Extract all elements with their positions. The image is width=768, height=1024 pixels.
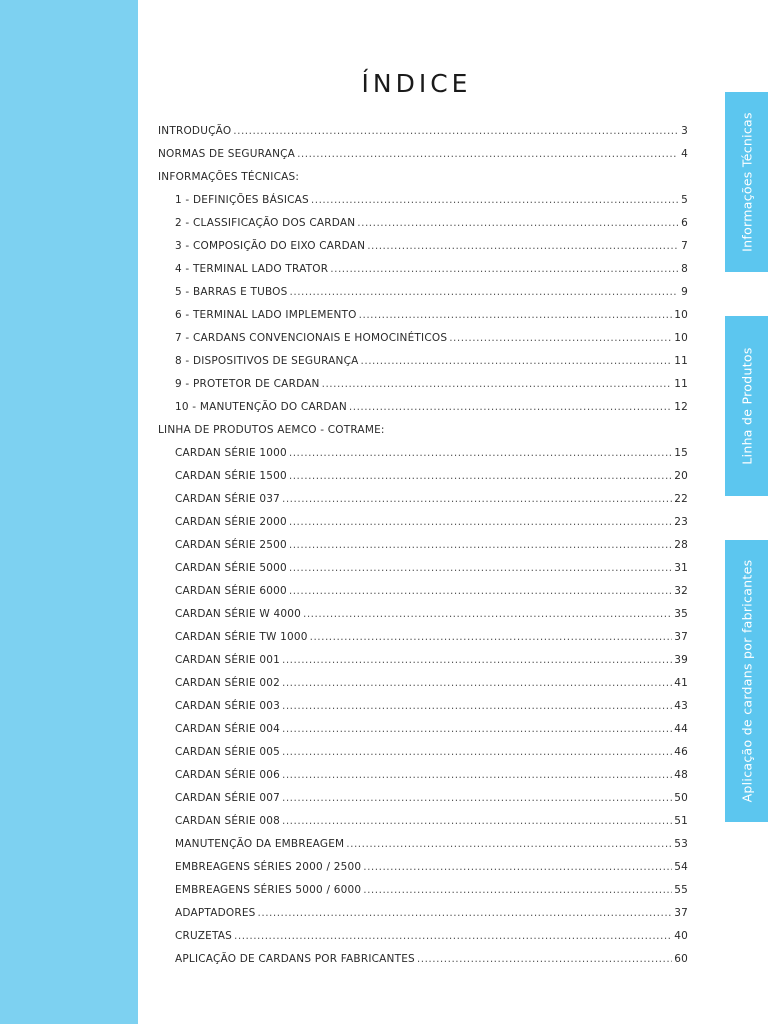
toc-entry-label: CARDAN SÉRIE 003 xyxy=(175,700,280,712)
toc-entry[interactable] xyxy=(158,488,688,511)
tab-label: Aplicação de cardans por fabricantes xyxy=(739,559,754,803)
toc-entry[interactable] xyxy=(158,603,688,626)
dot-leader xyxy=(289,580,672,603)
dot-leader xyxy=(363,856,672,879)
toc-entry[interactable] xyxy=(158,235,688,258)
toc-entry[interactable] xyxy=(158,120,688,143)
dot-leader xyxy=(282,695,672,718)
tab-label: Informações Técnicas xyxy=(739,112,754,252)
toc-entry-page-number: 10 xyxy=(674,309,688,321)
toc-entry-page-number: 37 xyxy=(674,631,688,643)
toc-entry-page-number: 50 xyxy=(674,792,688,804)
tab-aplicacao-por-fabricantes[interactable] xyxy=(725,540,768,822)
tab-linha-de-produtos[interactable] xyxy=(725,316,768,496)
dot-leader xyxy=(234,925,672,948)
toc-entry-label: CARDAN SÉRIE 1500 xyxy=(175,470,287,482)
toc-entry-label: 6 - TERMINAL LADO IMPLEMENTO xyxy=(175,309,357,321)
tab-informacoes-tecnicas[interactable] xyxy=(725,92,768,272)
toc-entry[interactable] xyxy=(158,649,688,672)
toc-entry[interactable] xyxy=(158,166,688,189)
toc-entry[interactable] xyxy=(158,695,688,718)
toc-entry[interactable] xyxy=(158,925,688,948)
dot-leader xyxy=(330,258,678,281)
tab-label: Linha de Produtos xyxy=(739,347,754,465)
toc-entry[interactable] xyxy=(158,833,688,856)
toc-entry[interactable] xyxy=(158,580,688,603)
toc-entry[interactable] xyxy=(158,304,688,327)
dot-leader xyxy=(282,787,672,810)
toc-entry-label: CARDAN SÉRIE 1000 xyxy=(175,447,287,459)
toc-entry-page-number: 55 xyxy=(674,884,688,896)
toc-entry-label: LINHA DE PRODUTOS AEMCO - COTRAME: xyxy=(158,424,385,436)
dot-leader xyxy=(303,603,672,626)
toc-entry-page-number: 3 xyxy=(681,125,688,137)
dot-leader xyxy=(233,120,678,143)
toc-entry[interactable] xyxy=(158,741,688,764)
toc-entry[interactable] xyxy=(158,787,688,810)
toc-entry-label: CARDAN SÉRIE 008 xyxy=(175,815,280,827)
toc-entry-page-number: 51 xyxy=(674,815,688,827)
dot-leader xyxy=(361,350,673,373)
toc-entry-page-number: 48 xyxy=(674,769,688,781)
toc-entry[interactable] xyxy=(158,327,688,350)
toc-entry-page-number: 9 xyxy=(681,286,688,298)
toc-entry-label: EMBREAGENS SÉRIES 5000 / 6000 xyxy=(175,884,362,896)
dot-leader xyxy=(289,534,672,557)
toc-entry[interactable] xyxy=(158,879,688,902)
toc-entry[interactable] xyxy=(158,189,688,212)
toc-entry-label: 1 - DEFINIÇÕES BÁSICAS xyxy=(175,194,309,206)
toc-entry-page-number: 54 xyxy=(674,861,688,873)
dot-leader xyxy=(367,235,678,258)
toc-entry[interactable] xyxy=(158,810,688,833)
toc-entry-page-number: 32 xyxy=(674,585,688,597)
toc-entry-page-number: 46 xyxy=(674,746,688,758)
dot-leader xyxy=(359,304,673,327)
toc-entry[interactable] xyxy=(158,718,688,741)
toc-entry-page-number: 11 xyxy=(674,378,688,390)
toc-entry[interactable] xyxy=(158,764,688,787)
dot-leader xyxy=(289,557,672,580)
toc-entry-label: 5 - BARRAS E TUBOS xyxy=(175,286,288,298)
toc-entry[interactable] xyxy=(158,143,688,166)
toc-entry[interactable] xyxy=(158,534,688,557)
dot-leader xyxy=(282,488,672,511)
toc-entry-label: CARDAN SÉRIE 004 xyxy=(175,723,280,735)
dot-leader xyxy=(282,810,672,833)
toc-entry-page-number: 37 xyxy=(674,907,688,919)
dot-leader xyxy=(282,718,672,741)
toc-entry-label: 4 - TERMINAL LADO TRATOR xyxy=(175,263,329,275)
toc-entry-page-number: 43 xyxy=(674,700,688,712)
toc-entry-label: APLICAÇÃO DE CARDANS POR FABRICANTES xyxy=(175,953,415,965)
toc-entry-label: INFORMAÇÕES TÉCNICAS: xyxy=(158,171,300,183)
toc-entry[interactable] xyxy=(158,373,688,396)
toc-entry[interactable] xyxy=(158,856,688,879)
toc-entry-page-number: 8 xyxy=(681,263,688,275)
toc-entry-label: CARDAN SÉRIE 037 xyxy=(175,493,280,505)
dot-leader xyxy=(258,902,673,925)
dot-leader xyxy=(282,741,672,764)
toc-entry-label: CARDAN SÉRIE 002 xyxy=(175,677,280,689)
toc-entry[interactable] xyxy=(158,511,688,534)
toc-entry-page-number: 23 xyxy=(674,516,688,528)
toc-entry-label: CARDAN SÉRIE 005 xyxy=(175,746,280,758)
toc-entry-page-number: 40 xyxy=(674,930,688,942)
page-title: ÍNDICE xyxy=(361,68,472,98)
toc-entry[interactable] xyxy=(158,672,688,695)
toc-entry-page-number: 60 xyxy=(674,953,688,965)
toc-entry-page-number: 7 xyxy=(681,240,688,252)
toc-entry-page-number: 53 xyxy=(674,838,688,850)
toc-entry[interactable] xyxy=(158,258,688,281)
dot-leader xyxy=(297,143,678,166)
toc-entry-label: CARDAN SÉRIE W 4000 xyxy=(175,608,301,620)
toc-entry[interactable] xyxy=(158,902,688,925)
toc-entry-page-number: 44 xyxy=(674,723,688,735)
toc-entry[interactable] xyxy=(158,948,688,971)
toc-entry-page-number: 15 xyxy=(674,447,688,459)
toc-entry-page-number: 39 xyxy=(674,654,688,666)
dot-leader xyxy=(282,649,672,672)
toc-entry-label: CARDAN SÉRIE 6000 xyxy=(175,585,287,597)
toc-entry-page-number: 12 xyxy=(674,401,688,413)
toc-entry[interactable] xyxy=(158,442,688,465)
toc-entry-label: 8 - DISPOSITIVOS DE SEGURANÇA xyxy=(175,355,359,367)
toc-entry-page-number: 11 xyxy=(674,355,688,367)
table-of-contents xyxy=(158,120,688,971)
toc-entry-label: CARDAN SÉRIE 007 xyxy=(175,792,280,804)
toc-entry[interactable] xyxy=(158,419,688,442)
toc-entry-page-number: 20 xyxy=(674,470,688,482)
toc-entry-label: 9 - PROTETOR DE CARDAN xyxy=(175,378,320,390)
toc-entry-label: INTRODUÇÃO xyxy=(158,125,232,137)
toc-entry-label: CARDAN SÉRIE 5000 xyxy=(175,562,287,574)
dot-leader xyxy=(417,948,672,971)
toc-entry-label: NORMAS DE SEGURANÇA xyxy=(158,148,296,160)
toc-entry-label: CRUZETAS xyxy=(175,930,233,942)
toc-entry-page-number: 28 xyxy=(674,539,688,551)
toc-entry-label: 2 - CLASSIFICAÇÃO DOS CARDAN xyxy=(175,217,356,229)
toc-entry-page-number: 35 xyxy=(674,608,688,620)
toc-entry-label: CARDAN SÉRIE 001 xyxy=(175,654,280,666)
toc-entry-label: CARDAN SÉRIE TW 1000 xyxy=(175,631,308,643)
side-color-bar xyxy=(0,0,138,1024)
toc-entry-page-number: 4 xyxy=(681,148,688,160)
toc-entry-page-number: 5 xyxy=(681,194,688,206)
dot-leader xyxy=(363,879,672,902)
dot-leader xyxy=(346,833,672,856)
toc-entry[interactable] xyxy=(158,396,688,419)
toc-entry-label: CARDAN SÉRIE 2000 xyxy=(175,516,287,528)
toc-entry-label: 10 - MANUTENÇÃO DO CARDAN xyxy=(175,401,347,413)
dot-leader xyxy=(349,396,672,419)
toc-entry[interactable] xyxy=(158,626,688,649)
toc-entry-label: MANUTENÇÃO DA EMBREAGEM xyxy=(175,838,345,850)
toc-entry-label: CARDAN SÉRIE 006 xyxy=(175,769,280,781)
toc-entry-label: 7 - CARDANS CONVENCIONAIS E HOMOCINÉTICOS xyxy=(175,332,448,344)
dot-leader xyxy=(357,212,678,235)
dot-leader xyxy=(282,764,672,787)
dot-leader xyxy=(322,373,673,396)
toc-entry-label: 3 - COMPOSIÇÃO DO EIXO CARDAN xyxy=(175,240,366,252)
toc-entry-label: ADAPTADORES xyxy=(175,907,256,919)
toc-entry-label: EMBREAGENS SÉRIES 2000 / 2500 xyxy=(175,861,362,873)
dot-leader xyxy=(282,672,672,695)
dot-leader xyxy=(311,189,678,212)
toc-entry[interactable] xyxy=(158,350,688,373)
toc-entry-page-number: 31 xyxy=(674,562,688,574)
toc-entry[interactable] xyxy=(158,465,688,488)
dot-leader xyxy=(449,327,672,350)
toc-entry-page-number: 41 xyxy=(674,677,688,689)
toc-entry-page-number: 6 xyxy=(681,217,688,229)
dot-leader xyxy=(289,442,672,465)
dot-leader xyxy=(290,281,678,304)
toc-entry[interactable] xyxy=(158,212,688,235)
toc-entry-page-number: 22 xyxy=(674,493,688,505)
toc-entry[interactable] xyxy=(158,557,688,580)
dot-leader xyxy=(289,511,672,534)
toc-entry-label: CARDAN SÉRIE 2500 xyxy=(175,539,287,551)
dot-leader xyxy=(310,626,673,649)
dot-leader xyxy=(289,465,672,488)
toc-entry-page-number: 10 xyxy=(674,332,688,344)
toc-entry[interactable] xyxy=(158,281,688,304)
